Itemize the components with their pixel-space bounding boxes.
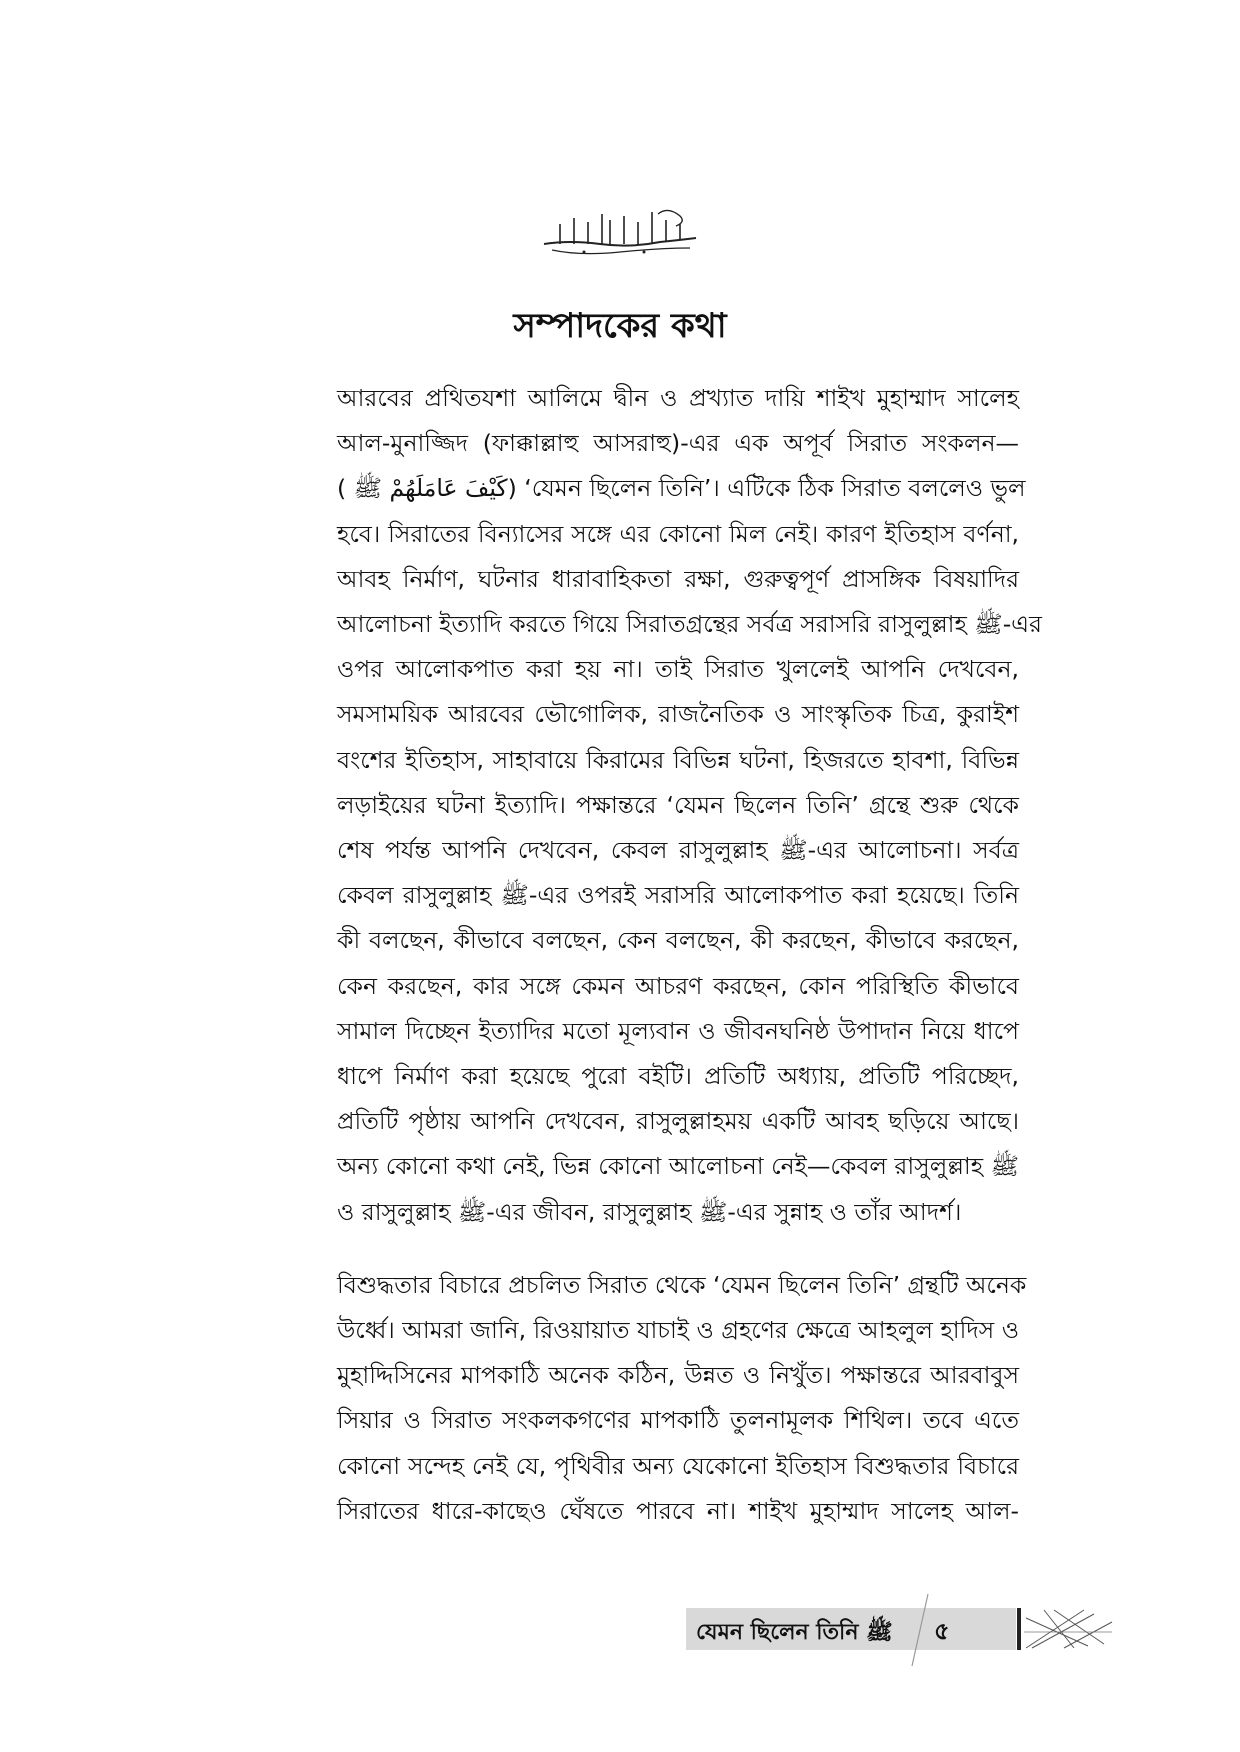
text-line: ও রাসুলুল্লাহ ﷺ-এর জীবন, রাসুলুল্লাহ ﷺ-এর সুন্নাহ ও তাঁর আদর্শ।	[337, 1197, 962, 1226]
page-footer	[686, 1608, 1114, 1650]
text-line: সিয়ার ও সিরাত সংকলকগণের মাপকাঠি তুলনামূলক শিথিল। তবে এতে	[337, 1406, 1019, 1435]
decorative-lines-icon	[1024, 1608, 1114, 1650]
text-line: কী বলছেন, কীভাবে বলছেন, কেন বলছেন, কী করছেন, কীভাবে করছেন,	[337, 926, 1019, 955]
footer-book-title: যেমন ছিলেন তিনি ﷺ	[696, 1620, 893, 1645]
footer-separator	[1017, 1608, 1021, 1650]
text-line: কেন করছেন, কার সঙ্গে কেমন আচরণ করছেন, কোন পরিস্থিতি কীভাবে	[337, 971, 1019, 1000]
text-line: শেষ পর্যন্ত আপনি দেখবেন, কেবল রাসুলুল্লাহ ﷺ-এর আলোচনা। সর্বত্র	[337, 836, 1020, 865]
body-text	[337, 376, 1042, 1562]
text-line: আরবের প্রথিতযশা আলিমে দ্বীন ও প্রখ্যাত দায়ি শাইখ মুহাম্মাদ সালেহ	[337, 384, 1019, 412]
text-line: ( كَيْفَ عَامَلَهُمْ ﷺ) ‘যেমন ছিলেন তিনি’। এটিকে ঠিক সিরাত বললেও ভুল	[337, 474, 1026, 503]
bismillah-calligraphy	[540, 200, 700, 260]
text-line: ধাপে নির্মাণ করা হয়েছে পুরো বইটি। প্রতিটি অধ্যায়, প্রতিটি পরিচ্ছেদ,	[337, 1062, 1019, 1091]
text-line: মুহাদ্দিসিনের মাপকাঠি অনেক কঠিন, উন্নত ও নিখুঁত। পক্ষান্তরে আরবাবুস	[337, 1361, 1019, 1390]
text-line: হবে। সিরাতের বিন্যাসের সঙ্গে এর কোনো মিল নেই। কারণ ইতিহাস বর্ণনা,	[337, 519, 1019, 548]
text-line: বংশের ইতিহাস, সাহাবায়ে কিরামের বিভিন্ন ঘটনা, হিজরতে হাবশা, বিভিন্ন	[337, 745, 1019, 774]
footer-bar	[686, 1608, 1016, 1650]
page-title: সম্পাদকের কথা	[513, 306, 727, 346]
text-line: ওপর আলোকপাত করা হয় না। তাই সিরাত খুললেই আপনি দেখবেন,	[337, 655, 1019, 684]
text-line: লড়াইয়ের ঘটনা ইত্যাদি। পক্ষান্তরে ‘যেমন ছিলেন তিনি’ গ্রন্থে শুরু থেকে	[337, 790, 1019, 819]
text-line: অন্য কোনো কথা নেই, ভিন্ন কোনো আলোচনা নেই—কেবল রাসুলুল্লাহ ﷺ	[337, 1152, 1019, 1181]
text-line: কেবল রাসুলুল্লাহ ﷺ-এর ওপরই সরাসরি আলোকপাত করা হয়েছে। তিনি	[337, 881, 1019, 910]
text-line: বিশুদ্ধতার বিচারে প্রচলিত সিরাত থেকে ‘যেমন ছিলেন তিনি’ গ্রন্থটি অনেক	[337, 1270, 1027, 1299]
text-line: আল-মুনাজ্জিদ (ফাক্কাল্লাহু আসরাহু)-এর এক অপূর্ব সিরাত সংকলন—	[337, 429, 1019, 458]
text-line: আলোচনা ইত্যাদি করতে গিয়ে সিরাতগ্রন্থের সর্বত্র সরাসরি রাসুলুল্লাহ ﷺ-এর	[337, 610, 1042, 639]
text-line: প্রতিটি পৃষ্ঠায় আপনি দেখবেন, রাসুলুল্লাহময় একটি আবহ ছড়িয়ে আছে।	[337, 1107, 1019, 1136]
page-number: ৫	[934, 1617, 950, 1645]
text-line: সমসাময়িক আরবের ভৌগোলিক, রাজনৈতিক ও সাংস্কৃতিক চিত্র, কুরাইশ	[337, 700, 1019, 729]
paragraph-2	[337, 1263, 1027, 1534]
paragraph-1	[337, 376, 1042, 1235]
text-line: আবহ নির্মাণ, ঘটনার ধারাবাহিকতা রক্ষা, গুরুত্বপূর্ণ প্রাসঙ্গিক বিষয়াদির	[337, 564, 1019, 593]
divider-slash	[908, 1594, 932, 1666]
text-line: সামাল দিচ্ছেন ইত্যাদির মতো মূল্যবান ও জীবনঘনিষ্ঠ উপাদান নিয়ে ধাপে	[337, 1016, 1019, 1045]
text-line: সিরাতের ধারে-কাছেও ঘেঁষতে পারবে না। শাইখ মুহাম্মাদ সালেহ আল-	[337, 1496, 1019, 1525]
text-line: কোনো সন্দেহ নেই যে, পৃথিবীর অন্য যেকোনো ইতিহাস বিশুদ্ধতার বিচারে	[337, 1451, 1019, 1480]
text-line: উর্ধ্বে। আমরা জানি, রিওয়ায়াত যাচাই ও গ্রহণের ক্ষেত্রে আহলুল হাদিস ও	[337, 1316, 1019, 1345]
